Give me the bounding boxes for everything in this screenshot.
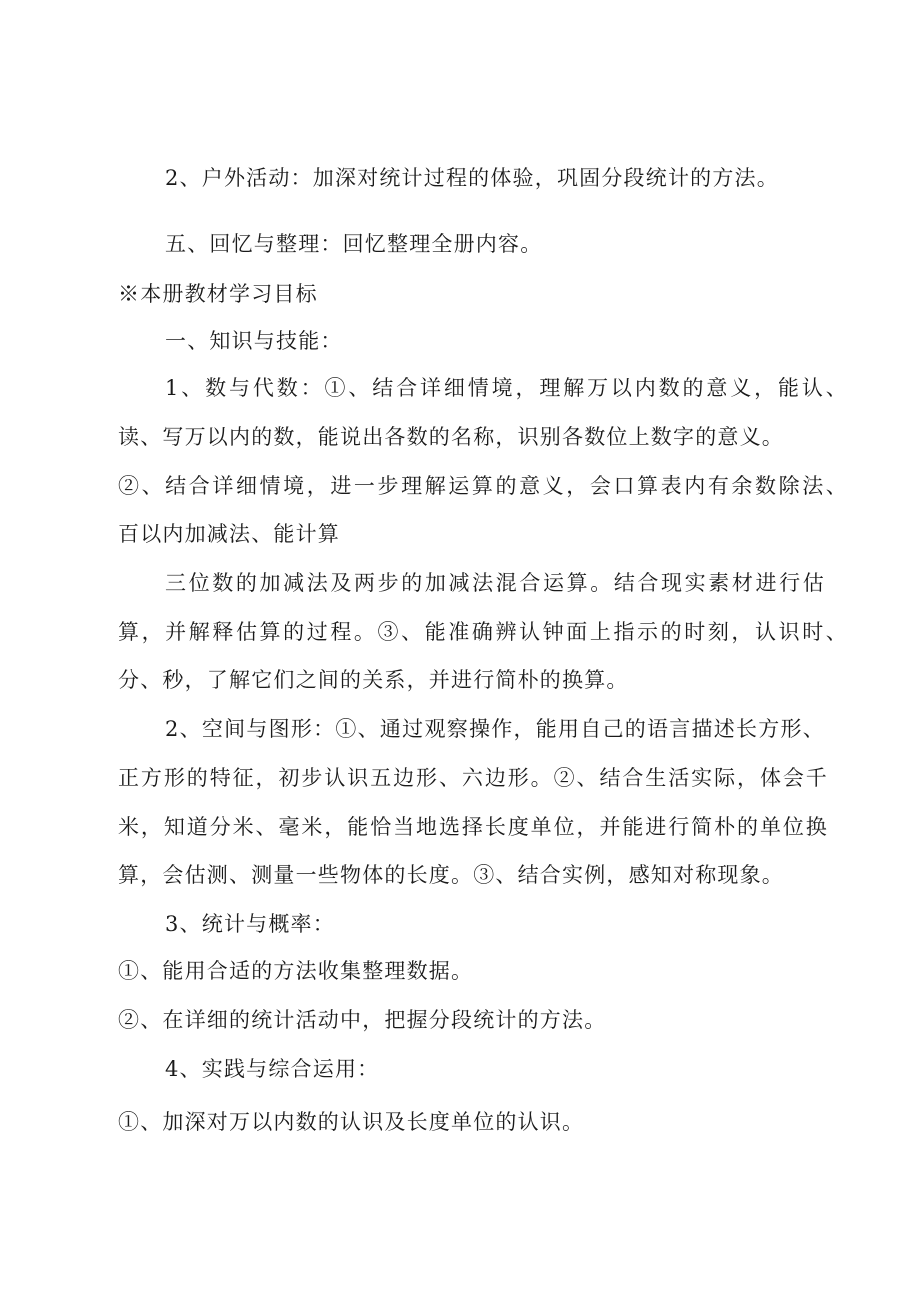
paragraph-calculation-line-2: 算，并解释估算的过程。③、能准确辨认钟面上指示的时刻，认识时、 <box>118 620 848 644</box>
subheading-knowledge-skills: 一、知识与技能： <box>165 329 343 353</box>
paragraph-number-algebra-line-3: ②、结合详细情境，进一步理解运算的意义，会口算表内有余数除法、 <box>118 474 848 498</box>
list-item-statistics-2: ②、在详细的统计活动中，把握分段统计的方法。 <box>118 1008 607 1032</box>
paragraph-number-algebra-line-1: 1、数与代数：①、结合详细情境，理解万以内数的意义，能认、 <box>165 376 848 400</box>
paragraph-calculation-line-1: 三位数的加减法及两步的加减法混合运算。结合现实素材进行估 <box>165 571 825 595</box>
paragraph-review: 五、回忆与整理：回忆整理全册内容。 <box>165 232 543 256</box>
section-heading-learning-goals: ※本册教材学习目标 <box>118 282 318 306</box>
subheading-statistics-probability: 3、统计与概率： <box>165 912 335 936</box>
subheading-practice-application: 4、实践与综合运用： <box>165 1057 380 1081</box>
paragraph-number-algebra-line-4: 百以内加减法、能计算 <box>118 522 340 546</box>
paragraph-calculation-line-3: 分、秒，了解它们之间的关系，并进行简朴的换算。 <box>118 668 629 692</box>
paragraph-outdoor-activity: 2、户外活动：加深对统计过程的体验，巩固分段统计的方法。 <box>165 166 779 190</box>
paragraph-space-shape-line-3: 米，知道分米、毫米，能恰当地选择长度单位，并能进行简朴的单位换 <box>118 815 828 839</box>
list-item-practice-1: ①、加深对万以内数的认识及长度单位的认识。 <box>118 1110 585 1134</box>
list-item-statistics-1: ①、能用合适的方法收集整理数据。 <box>118 959 474 983</box>
paragraph-space-shape-line-1: 2、空间与图形：①、通过观察操作，能用自己的语言描述长方形、 <box>165 717 825 741</box>
paragraph-space-shape-line-2: 正方形的特征，初步认识五边形、六边形。②、结合生活实际，体会千 <box>118 766 828 790</box>
paragraph-space-shape-line-4: 算，会估测、测量一些物体的长度。③、结合实例，感知对称现象。 <box>118 863 784 887</box>
paragraph-number-algebra-line-2: 读、写万以内的数，能说出各数的名称，识别各数位上数字的意义。 <box>118 425 784 449</box>
